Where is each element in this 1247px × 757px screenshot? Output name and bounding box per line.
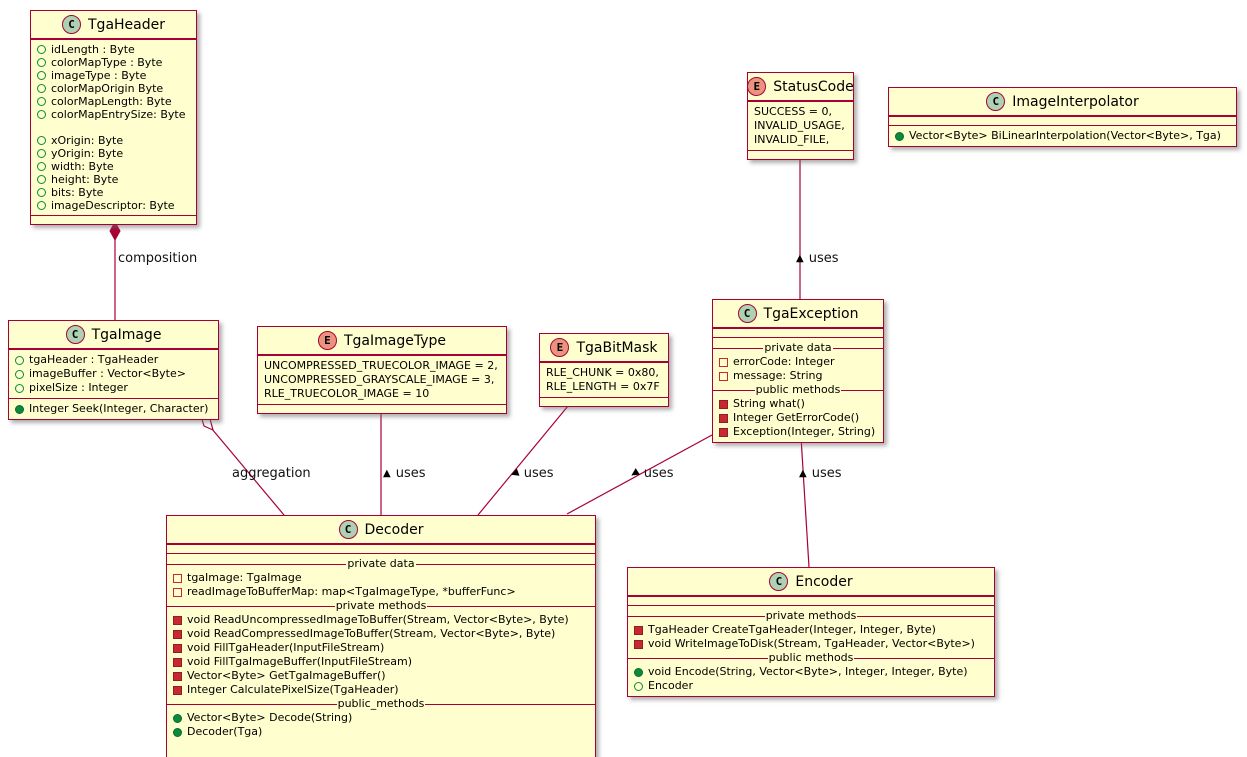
member-row: Integer Seek(Integer, Character) — [9, 402, 218, 416]
member-row: imageDescriptor: Byte — [31, 199, 196, 212]
class-spot-icon: C — [66, 325, 85, 344]
empty-methods-compartment — [540, 397, 668, 406]
member-row: Exception(Integer, String) — [713, 425, 883, 439]
pub-method-icon — [173, 728, 182, 737]
enum-values-compartment — [540, 362, 668, 397]
empty-fields-compartment — [628, 596, 994, 605]
member-row: width: Byte — [31, 160, 196, 173]
member-row: colorMapEntrySize: Byte — [31, 108, 196, 121]
member-row — [31, 121, 196, 134]
member-row: RLE_LENGTH = 0x7F — [546, 380, 660, 393]
priv-method-icon — [719, 414, 728, 423]
pub-field-icon — [634, 682, 643, 691]
class-title-bar — [748, 73, 853, 101]
member-row: idLength : Byte — [31, 43, 196, 56]
member-row: colorMapOrigin Byte — [31, 82, 196, 95]
members-compartment — [628, 605, 994, 696]
member-row: readImageToBufferMap: map<TgaImageType, *bufferFunc> — [167, 585, 595, 599]
class-name: TgaImageType — [343, 332, 447, 349]
member-row: Encoder — [628, 679, 994, 693]
pub-field-icon — [37, 45, 46, 54]
direction-arrow-icon: ◀ — [509, 466, 521, 480]
member-row: tgaImage: TgaImage — [167, 571, 595, 585]
class-name: TgaHeader — [88, 16, 165, 33]
class-tga-image — [8, 320, 219, 420]
class-title-bar — [889, 88, 1236, 116]
class-title-bar — [9, 321, 218, 349]
class-name: ImageInterpolator — [1012, 93, 1139, 110]
member-row: imageType : Byte — [31, 69, 196, 82]
member-row: yOrigin: Byte — [31, 147, 196, 160]
priv-method-icon — [173, 616, 182, 625]
uses-edge-bitmask-decoder — [478, 406, 568, 515]
pub-method-icon — [895, 132, 904, 141]
class-spot-icon: C — [986, 92, 1005, 111]
priv-method-icon — [173, 672, 182, 681]
empty-methods-compartment — [258, 404, 506, 413]
class-spot-icon: C — [738, 304, 757, 323]
empty-methods-compartment — [748, 150, 853, 159]
pub-field-icon — [37, 201, 46, 210]
pub-field-icon — [37, 188, 46, 197]
pub-field-icon — [37, 84, 46, 93]
priv-method-icon — [173, 658, 182, 667]
class-encoder — [627, 567, 995, 697]
class-name: Encoder — [795, 573, 853, 590]
member-row: colorMapLength: Byte — [31, 95, 196, 108]
empty-fields-compartment — [889, 116, 1236, 125]
member-row: void FillTgaHeader(InputFileStream) — [167, 641, 595, 655]
enum-spot-icon: E — [550, 338, 569, 357]
member-row: void FillTgaImageBuffer(InputFileStream) — [167, 655, 595, 669]
direction-arrow-icon: ◀ — [628, 466, 641, 480]
member-row: private methods — [167, 599, 595, 613]
direction-arrow-icon: ▲ — [383, 467, 391, 479]
empty-methods-compartment — [31, 215, 196, 224]
pub-field-icon — [37, 175, 46, 184]
pub-field-icon — [37, 71, 46, 80]
fields-compartment — [9, 349, 218, 398]
member-row: INVALID_USAGE, — [754, 119, 845, 132]
member-row: Vector<Byte> Decode(String) — [167, 711, 595, 725]
priv-method-icon — [719, 400, 728, 409]
uses-label-statuscode: ▲ uses — [796, 251, 839, 266]
member-row: message: String — [713, 369, 883, 383]
pub-field-icon — [15, 370, 24, 379]
uses-label-exception-decoder: ◀ uses — [628, 466, 674, 481]
composition-label: composition — [118, 251, 198, 266]
class-spot-icon: C — [339, 520, 358, 539]
priv-method-icon — [634, 640, 643, 649]
member-row: errorCode: Integer — [713, 355, 883, 369]
pub-method-icon — [634, 668, 643, 677]
priv-method-icon — [719, 428, 728, 437]
member-row: colorMapType : Byte — [31, 56, 196, 69]
member-row: xOrigin: Byte — [31, 134, 196, 147]
empty-fields-compartment — [713, 328, 883, 337]
member-row: Integer CalculatePixelSize(TgaHeader) — [167, 683, 595, 697]
member-row: UNCOMPRESSED_TRUECOLOR_IMAGE = 2, — [264, 359, 498, 372]
priv-field-icon — [173, 574, 182, 583]
member-row: void WriteImageToDisk(Stream, TgaHeader, Vector<Byte>) — [628, 637, 994, 651]
member-row: RLE_CHUNK = 0x80, — [546, 366, 659, 379]
methods-compartment — [889, 125, 1236, 146]
class-name: Decoder — [364, 521, 424, 538]
member-row: RLE_TRUECOLOR_IMAGE = 10 — [264, 387, 430, 400]
priv-field-icon — [719, 358, 728, 367]
member-row: INVALID_FILE, — [754, 133, 830, 146]
member-row: Integer GetErrorCode() — [713, 411, 883, 425]
member-row: private methods — [628, 609, 994, 623]
class-title-bar — [713, 300, 883, 328]
class-spot-icon: C — [62, 15, 81, 34]
enum-values-compartment — [748, 101, 853, 150]
class-title-bar — [31, 11, 196, 39]
member-row: tgaHeader : TgaHeader — [9, 353, 218, 367]
enum-spot-icon: E — [318, 331, 337, 350]
member-row: void ReadCompressedImageToBuffer(Stream, Vector<Byte>, Byte) — [167, 627, 595, 641]
enum-values-compartment — [258, 355, 506, 404]
methods-compartment — [9, 398, 218, 419]
enum-spot-icon: E — [747, 77, 766, 96]
class-name: TgaImage — [91, 326, 162, 343]
class-title-bar — [167, 516, 595, 544]
enum-status-code — [747, 72, 854, 160]
pub-field-icon — [37, 97, 46, 106]
uses-label-exception-encoder: ▲ uses — [799, 466, 842, 481]
class-title-bar — [540, 334, 668, 362]
enum-tga-bit-mask — [539, 333, 669, 407]
class-name: StatusCode — [773, 78, 854, 95]
pub-field-icon — [15, 384, 24, 393]
pub-method-icon — [173, 714, 182, 723]
member-row: Vector<Byte> GetTgaImageBuffer() — [167, 669, 595, 683]
direction-arrow-icon: ▲ — [796, 252, 804, 264]
priv-method-icon — [173, 644, 182, 653]
pub-field-icon — [15, 356, 24, 365]
priv-field-icon — [173, 588, 182, 597]
priv-method-icon — [634, 626, 643, 635]
class-title-bar — [258, 327, 506, 355]
member-row: UNCOMPRESSED_GRAYSCALE_IMAGE = 3, — [264, 373, 495, 386]
pub-field-icon — [37, 136, 46, 145]
class-name: TgaBitMask — [576, 339, 658, 356]
uses-label-bitmask: ◀ uses — [509, 466, 554, 481]
pub-field-icon — [37, 58, 46, 67]
class-tga-exception — [712, 299, 884, 443]
member-row: public_methods — [167, 697, 595, 711]
pub-field-icon — [37, 110, 46, 119]
class-title-bar — [628, 568, 994, 596]
member-row: public methods — [713, 383, 883, 397]
fields-compartment — [31, 39, 196, 215]
class-name: TgaException — [763, 305, 859, 322]
member-row: bits: Byte — [31, 186, 196, 199]
member-row: void ReadUncompressedImageToBuffer(Stream, Vector<Byte>, Byte) — [167, 613, 595, 627]
member-row: private data — [167, 557, 595, 571]
class-spot-icon: C — [769, 572, 788, 591]
member-row: height: Byte — [31, 173, 196, 186]
member-row: private data — [713, 341, 883, 355]
pub-method-icon — [15, 405, 24, 414]
member-row: Vector<Byte> BiLinearInterpolation(Vector<Byte>, Tga) — [889, 129, 1236, 143]
member-row: void Encode(String, Vector<Byte>, Integer, Integer, Byte) — [628, 665, 994, 679]
priv-field-icon — [719, 372, 728, 381]
enum-tga-image-type — [257, 326, 507, 414]
priv-method-icon — [173, 686, 182, 695]
members-compartment — [167, 553, 595, 757]
member-row: pixelSize : Integer — [9, 381, 218, 395]
pub-field-icon — [37, 162, 46, 171]
priv-method-icon — [173, 630, 182, 639]
member-row: Decoder(Tga) — [167, 725, 595, 739]
members-compartment — [713, 337, 883, 442]
aggregation-label: aggregation — [232, 466, 311, 481]
member-row: public methods — [628, 651, 994, 665]
uses-label-imagetype: ▲ uses — [383, 466, 426, 481]
class-decoder — [166, 515, 596, 757]
pub-field-icon — [37, 149, 46, 158]
uses-edge-exception-encoder — [801, 437, 809, 567]
class-tga-header — [30, 10, 197, 225]
class-image-interpolator — [888, 87, 1237, 147]
member-row: imageBuffer : Vector<Byte> — [9, 367, 218, 381]
member-row: SUCCESS = 0, — [754, 105, 833, 118]
empty-fields-compartment — [167, 544, 595, 553]
member-row: String what() — [713, 397, 883, 411]
direction-arrow-icon: ▲ — [799, 467, 807, 479]
member-row: TgaHeader CreateTgaHeader(Integer, Integer, Byte) — [628, 623, 994, 637]
